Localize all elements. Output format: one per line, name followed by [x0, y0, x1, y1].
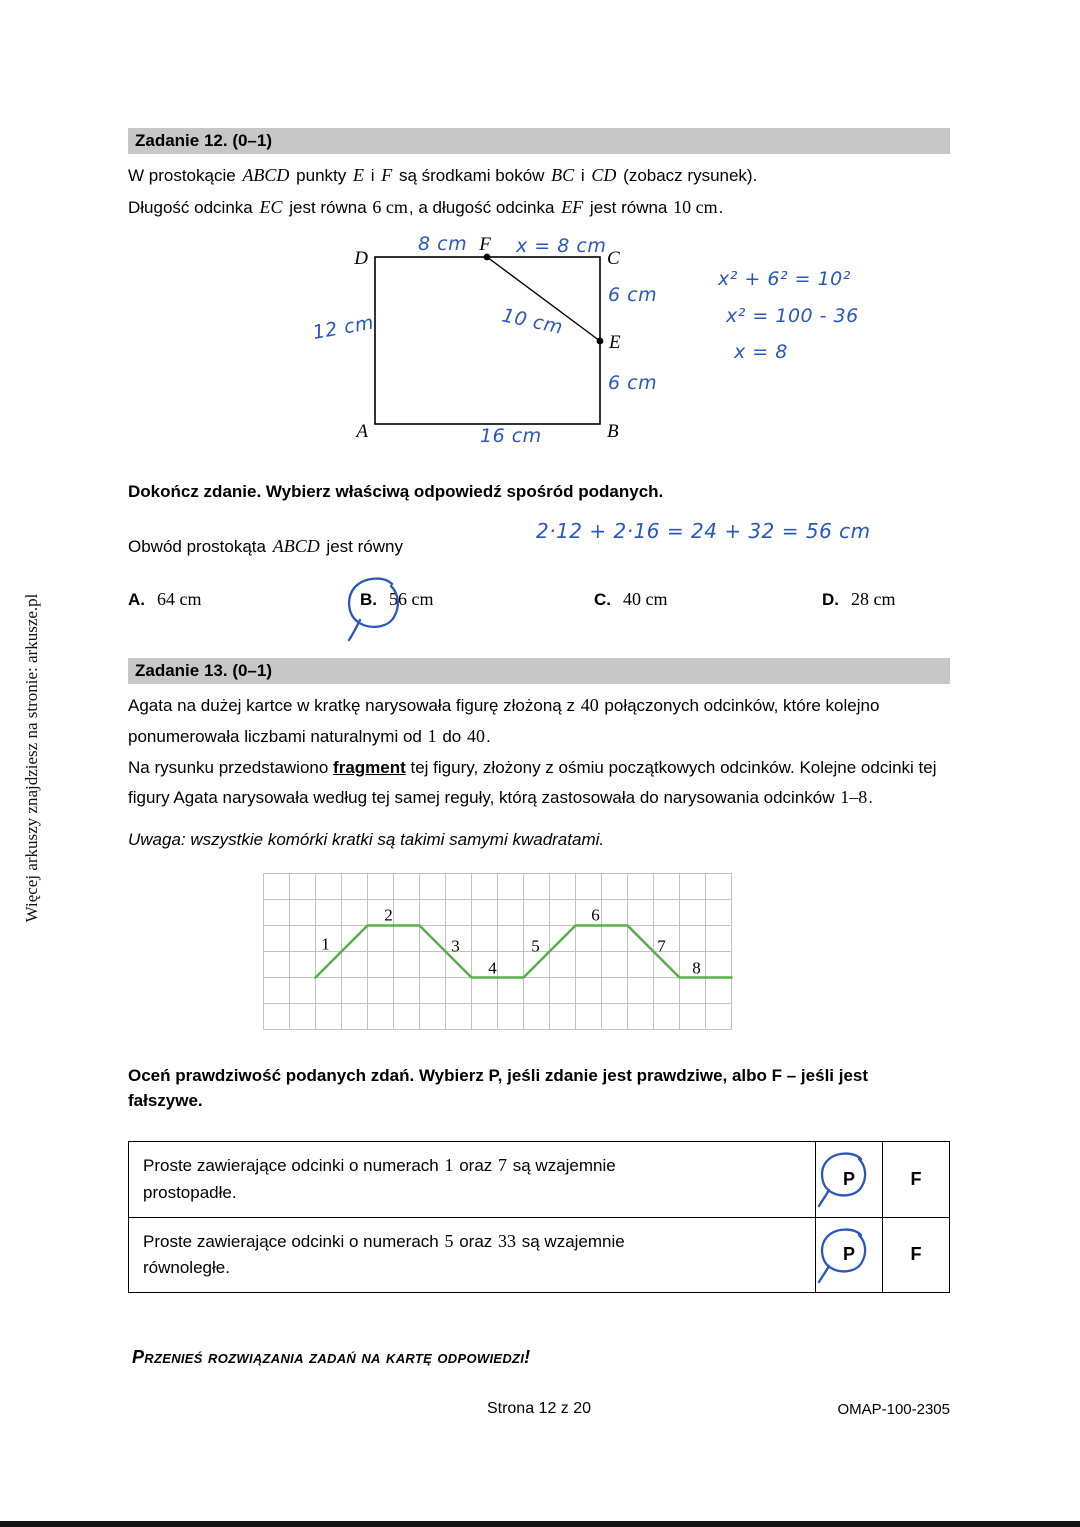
math-num: 33 [498, 1230, 517, 1251]
task12-header [128, 128, 950, 154]
point-E-dot [597, 338, 604, 345]
text-run: Proste zawierające odcinki o numerach [143, 1156, 444, 1176]
math-var: BC [551, 165, 575, 185]
page-number: Strona 12 z 20 [486, 1399, 592, 1417]
answer-F-label: F [910, 1244, 922, 1265]
math-var: F [381, 165, 393, 185]
annotation-10cm: 10 cm [499, 304, 565, 339]
text-run: (zobacz rysunek). [618, 166, 758, 185]
vertex-D-label: D [354, 248, 368, 269]
math-num: 1 [427, 726, 437, 747]
option-C[interactable] [594, 589, 822, 610]
true-false-table [128, 1141, 950, 1292]
segment-number-8: 8 [692, 958, 701, 978]
text-run: do [437, 727, 466, 747]
segment-number-2: 2 [384, 905, 393, 925]
statement-1-text [143, 1152, 708, 1206]
annotation-12cm: 12 cm [311, 311, 376, 344]
answer-P-row1[interactable] [816, 1142, 883, 1217]
text-run: Na rysunku przedstawiono [128, 757, 334, 777]
handwritten-equation-2: x² = 100 - 36 [726, 305, 859, 327]
task12-figure [128, 229, 950, 464]
task13-paragraph-1 [128, 690, 950, 753]
text-run: oraz [454, 1231, 498, 1251]
task13-header [128, 658, 950, 684]
text-run: Długość odcinka [128, 197, 258, 217]
vertex-C-label: C [607, 248, 620, 269]
math-var: EC [259, 196, 283, 217]
annotation-6cm-lower: 6 cm [608, 372, 658, 394]
vertex-E-label: E [609, 332, 621, 353]
task13-paragraph-2 [128, 753, 950, 814]
segment-number-3: 3 [451, 936, 460, 956]
task13-figure [263, 873, 950, 1036]
vertex-A-label: A [356, 421, 368, 442]
option-B-value: 56 cm [389, 588, 434, 609]
selected-answer-wrap [360, 590, 389, 610]
text-run: jest równy [321, 536, 403, 556]
table-row-2 [129, 1217, 950, 1292]
task-12 [128, 128, 950, 610]
task12-title: Zadanie 12. (0–1) [135, 131, 273, 150]
fragment-emphasis: fragment [333, 757, 406, 777]
text-run: są wzajemnie prostopadłe. [143, 1156, 616, 1203]
math-var: E [352, 165, 364, 185]
math-num: 10 cm [673, 196, 718, 217]
transfer-note: Przenieś rozwiązania zadań na kartę odpowiedzi! [132, 1346, 531, 1367]
option-B[interactable] [360, 589, 594, 610]
statement-1-cell [129, 1142, 816, 1217]
text-run: . [718, 197, 724, 217]
option-B-letter: B. [360, 589, 377, 609]
vertex-F-label: F [479, 234, 491, 255]
math-num: 1 [444, 1155, 454, 1176]
math-num: 6 cm [372, 196, 408, 217]
text-run: Agata na dużej kartce w kratkę narysowała figurę złożoną z [128, 695, 580, 715]
math-var: CD [591, 165, 617, 185]
annotation-6cm-upper: 6 cm [608, 284, 658, 306]
math-num: 40 [466, 726, 485, 747]
statement-2-cell [129, 1217, 816, 1292]
text-run: W prostokącie [128, 166, 241, 185]
rectangle-ABCD [375, 257, 600, 424]
text-run: są wzajemnie równoległe. [143, 1231, 625, 1278]
task-13 [128, 658, 950, 1293]
handwritten-perimeter-calc: 2·12 + 2·16 = 24 + 32 = 56 cm [536, 518, 871, 543]
text-run: punkty [291, 166, 351, 185]
segment-number-6: 6 [591, 905, 600, 925]
answer-P-row2[interactable] [816, 1217, 883, 1292]
answer-F-row2[interactable] [883, 1217, 950, 1292]
page-footer [128, 1400, 950, 1422]
exam-content [128, 0, 950, 1422]
segment-number-4: 4 [488, 958, 497, 978]
top-margin [128, 0, 950, 128]
annotation-8cm: 8 cm [418, 233, 468, 255]
text-run: jest równa [284, 197, 372, 217]
answer-F-row1[interactable] [883, 1142, 950, 1217]
option-C-value: 40 cm [623, 588, 668, 609]
table-row-1 [129, 1142, 950, 1217]
text-run: Obwód prostokąta [128, 536, 271, 556]
text-run: są środkami boków [394, 166, 550, 185]
option-D-value: 28 cm [851, 588, 896, 609]
math-var: ABCD [272, 535, 320, 556]
segment-number-1: 1 [321, 934, 330, 954]
text-run: jest równa [585, 197, 673, 217]
task12-stem-row [128, 518, 950, 571]
option-C-letter: C. [594, 589, 611, 609]
annotation-x8cm: x = 8 cm [516, 235, 607, 257]
option-D[interactable] [822, 589, 950, 610]
text-run: połączonych odcinków, które kolejno ponumerowała liczbami naturalnymi od [128, 695, 880, 747]
grid-zigzag-diagram [263, 873, 733, 1031]
task12-options [128, 589, 950, 610]
text-run: i [576, 166, 590, 185]
answer-P-label: P [842, 1244, 855, 1265]
scan-edge-bar [0, 1521, 1080, 1527]
option-A-letter: A. [128, 589, 145, 609]
math-num: 40 [580, 694, 599, 715]
rectangle-diagram [128, 229, 950, 464]
math-var: ABCD [242, 165, 290, 185]
option-A-value: 64 cm [157, 588, 202, 609]
text-run: . [868, 788, 873, 808]
text-run: i [365, 166, 380, 185]
answer-P-label: P [842, 1168, 855, 1189]
math-num: 1–8 [840, 787, 868, 808]
segment-number-5: 5 [531, 936, 540, 956]
option-D-letter: D. [822, 589, 839, 609]
task12-instruction: Dokończ zdanie. Wybierz właściwą odpowiedź spośród podanych. [128, 482, 664, 501]
annotation-16cm: 16 cm [480, 425, 542, 447]
exam-code: OMAP-100-2305 [837, 1400, 950, 1418]
handwritten-equation-1: x² + 6² = 10² [718, 268, 851, 290]
sidebar-watermark: Więcej arkuszy znajdziesz na stronie: arkusze.pl [22, 593, 41, 923]
answer-F-label: F [910, 1168, 922, 1189]
handwritten-equation-3: x = 8 [734, 341, 788, 363]
text-run: Proste zawierające odcinki o numerach [143, 1231, 444, 1251]
task13-note: Uwaga: wszystkie komórki kratki są takimi samymi kwadratami. [128, 829, 605, 849]
task13-instruction: Oceń prawdziwość podanych zdań. Wybierz P, jeśli zdanie jest prawdziwe, albo F – jeśli jest fałszywe. [128, 1066, 869, 1110]
statement-2-text [143, 1228, 708, 1282]
segment-number-7: 7 [657, 936, 666, 956]
option-A[interactable] [128, 589, 360, 610]
text-run: . [485, 727, 491, 747]
task13-title: Zadanie 13. (0–1) [135, 660, 273, 680]
vertex-B-label: B [607, 421, 619, 442]
task12-intro [128, 160, 950, 223]
text-run: oraz [454, 1156, 498, 1176]
text-run: tej figury, złożony z ośmiu początkowych odcinków. Kolejne odcinki tej figury Agata narysowała według tej samej reguły, którą zastosowała do narysowania odcinków [128, 757, 937, 808]
math-num: 7 [498, 1155, 508, 1176]
text-run: , a długość odcinka [408, 197, 560, 217]
math-num: 5 [444, 1230, 454, 1251]
math-var: EF [561, 196, 584, 217]
